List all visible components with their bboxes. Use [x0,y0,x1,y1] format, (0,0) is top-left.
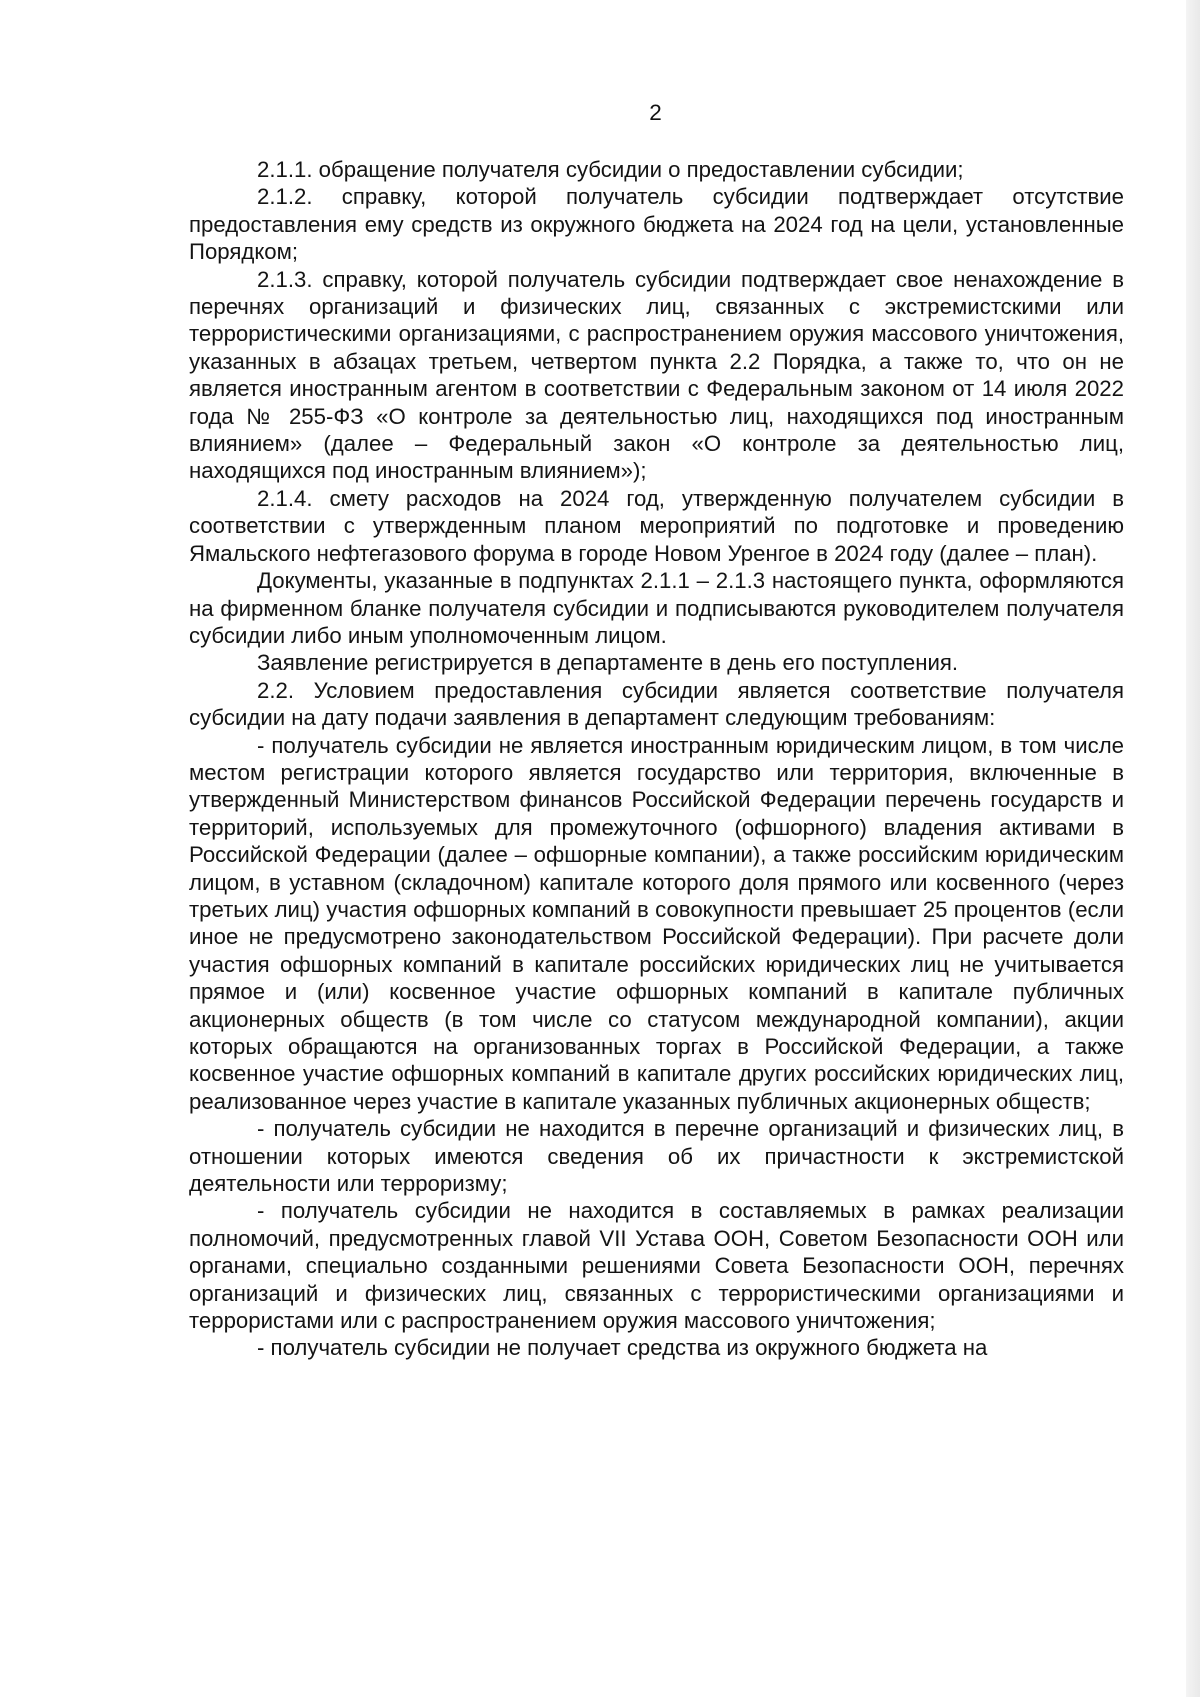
requirement-item-offshore: - получатель субсидии не является иностранным юридическим лицом, в том числе местом регистрации которого является государство или территория, включенные в утвержденный Министерством финансов Российской Федерации перечень государств и территорий, используемых для промежуточного (офшорного) владения активами в Российской Федерации (далее – офшорные компании), а также российским юридическим лицом, в уставном (складочном) капитале которого доля прямого или косвенного (через третьих лиц) участия офшорных компаний в совокупности превышает 25 процентов (если иное не предусмотрено законодательством Российской Федерации). При расчете доли участия офшорных компаний в капитале российских юридических лиц не учитывается прямое и (или) косвенное участие офшорных компаний в капитале публичных акционерных обществ (в том числе со статусом международной компании), акции которых обращаются на организованных торгах в Российской Федерации, а также косвенное участие офшорных компаний в капитале других российских юридических лиц, реализованное через участие в капитале указанных публичных акционерных обществ; [189,732,1124,1114]
paragraph-2-1-3: 2.1.3. справку, которой получатель субсидии подтверждает свое ненахождение в перечнях организаций и физических лиц, связанных с экстремистскими или террористическими организациями, с распространением оружия массового уничтожения, указанных в абзацах третьем, четвертом пункта 2.2 Порядка, а также то, что он не является иностранным агентом в соответствии с Федеральным законом от 14 июля 2022 года № 255-ФЗ «О контроле за деятельностью лиц, находящихся под иностранным влиянием» (далее – Федеральный закон «О контроле за деятельностью лиц, находящихся под иностранным влиянием»); [189,266,1124,484]
requirement-item-budget: - получатель субсидии не получает средства из окружного бюджета на [257,1335,988,1361]
paragraph-2-2: 2.2. Условием предоставления субсидии является соответствие получателя субсидии на дату подачи заявления в департамент следующим требованиям: [189,677,1124,731]
paragraph-2-1-2: 2.1.2. справку, которой получатель субсидии подтверждает отсутствие предоставления ему средств из окружного бюджета на 2024 год на цели, установленные Порядком; [189,184,1124,265]
document-body [189,156,1124,1362]
requirement-item-un-lists: - получатель субсидии не находится в составляемых в рамках реализации полномочий, предусмотренных главой VII Устава ООН, Советом Безопасности ООН или органами, специально созданными решениями Совета Безопасности ООН, перечнях организаций и физических лиц, связанных с террористическими организациями и террористами или с распространением оружия массового уничтожения; [189,1198,1124,1334]
page-edge-shadow [1186,0,1200,1697]
requirement-item-extremism: - получатель субсидии не находится в перечне организаций и физических лиц, в отношении которых имеются сведения об их причастности к экстремистской деятельности или терроризму; [189,1116,1124,1197]
paragraph-registration: Заявление регистрируется в департаменте в день его поступления. [257,650,959,676]
paragraph-documents-note: Документы, указанные в подпунктах 2.1.1 – 2.1.3 настоящего пункта, оформляются на фирменном бланке получателя субсидии и подписываются руководителем получателя субсидии либо иным уполномоченным лицом. [189,568,1124,648]
page-number: 2 [649,100,662,125]
paragraph-2-1-1: 2.1.1. обращение получателя субсидии о предоставлении субсидии; [257,157,964,182]
paragraph-2-1-4: 2.1.4. смету расходов на 2024 год, утвержденную получателем субсидии в соответствии с утвержденным планом мероприятий по подготовке и проведению Ямальского нефтегазового форума в городе Новом Уренгое в 2024 году (далее – план). [189,485,1124,566]
